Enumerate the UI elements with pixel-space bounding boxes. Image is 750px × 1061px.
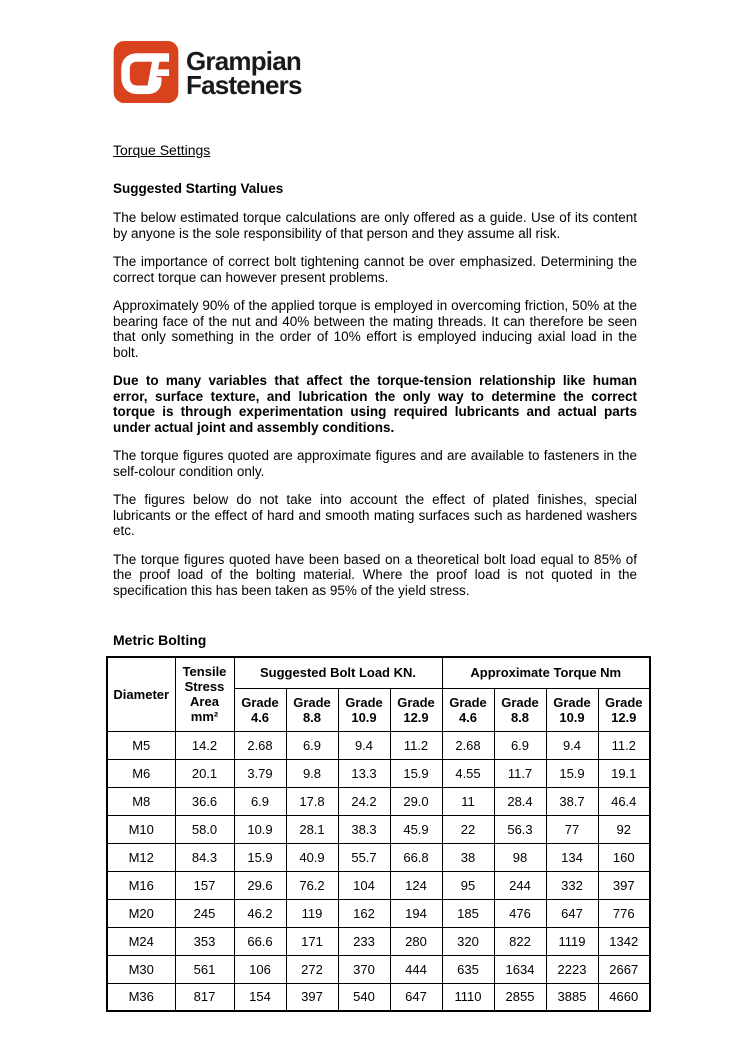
paragraph-importance: The importance of correct bolt tightening cannot be over emphasized. Determining the correct torque can however present problems. [113,254,637,285]
cell-torque-grade-4-6: 635 [442,955,494,983]
cell-torque-grade-12-9: 4660 [598,983,650,1011]
cell-torque-grade-12-9: 19.1 [598,759,650,787]
table-row [107,787,650,815]
cell-torque-grade-4-6: 2.68 [442,731,494,759]
header-suggested-bolt-load: Suggested Bolt Load KN. [234,657,442,688]
header-diameter: Diameter [107,657,175,731]
cell-diameter: M12 [107,843,175,871]
paragraph-proof-load: The torque figures quoted have been based on a theoretical bolt load equal to 85% of the proof load of the bolting material. Where the proof load is not quoted in the specification this has been taken as 95% of the yield stress. [113,551,637,598]
cell-bolt-load-grade-12-9: 45.9 [390,815,442,843]
paragraph-self-colour: The torque figures quoted are approximate figures and are available to fasteners in the self-colour condition only. [113,448,637,479]
cell-bolt-load-grade-10-9: 233 [338,927,390,955]
cell-torque-grade-10-9: 647 [546,899,598,927]
cell-bolt-load-grade-8-8: 397 [286,983,338,1011]
cell-bolt-load-grade-4-6: 46.2 [234,899,286,927]
cell-torque-grade-12-9: 92 [598,815,650,843]
cell-bolt-load-grade-10-9: 370 [338,955,390,983]
header-torque-grade-10-9: Grade 10.9 [546,688,598,731]
cell-bolt-load-grade-8-8: 17.8 [286,787,338,815]
cell-bolt-load-grade-4-6: 66.6 [234,927,286,955]
cell-bolt-load-grade-8-8: 40.9 [286,843,338,871]
cell-bolt-load-grade-8-8: 171 [286,927,338,955]
cell-bolt-load-grade-4-6: 106 [234,955,286,983]
paragraph-guide-disclaimer: The below estimated torque calculations are only offered as a guide. Use of its content by anyone is the sole responsibility of that person and they assume all risk. [113,210,637,241]
table-row [107,983,650,1011]
table-row [107,731,650,759]
cell-bolt-load-grade-4-6: 15.9 [234,843,286,871]
cell-torque-grade-10-9: 77 [546,815,598,843]
cell-torque-grade-10-9: 134 [546,843,598,871]
cell-torque-grade-4-6: 320 [442,927,494,955]
cell-bolt-load-grade-8-8: 28.1 [286,815,338,843]
cell-torque-grade-12-9: 397 [598,871,650,899]
cell-tensile-stress-area: 14.2 [175,731,234,759]
table-row [107,843,650,871]
table-row [107,955,650,983]
cell-bolt-load-grade-10-9: 162 [338,899,390,927]
cell-torque-grade-12-9: 776 [598,899,650,927]
cell-bolt-load-grade-10-9: 104 [338,871,390,899]
header-torque-grade-8-8: Grade 8.8 [494,688,546,731]
cell-bolt-load-grade-8-8: 119 [286,899,338,927]
cell-bolt-load-grade-12-9: 11.2 [390,731,442,759]
cell-diameter: M24 [107,927,175,955]
page-title: Torque Settings [113,142,211,158]
cell-diameter: M16 [107,871,175,899]
header-bolt-load-grade-12-9: Grade 12.9 [390,688,442,731]
cell-bolt-load-grade-10-9: 38.3 [338,815,390,843]
cell-bolt-load-grade-12-9: 194 [390,899,442,927]
cell-torque-grade-4-6: 185 [442,899,494,927]
cell-diameter: M36 [107,983,175,1011]
cell-bolt-load-grade-8-8: 9.8 [286,759,338,787]
cell-torque-grade-10-9: 1119 [546,927,598,955]
cell-torque-grade-8-8: 28.4 [494,787,546,815]
paragraph-plated-finishes: The figures below do not take into account the effect of plated finishes, special lubricants or the effect of hard and smooth mating surfaces such as hardened washers etc. [113,492,637,538]
cell-torque-grade-4-6: 95 [442,871,494,899]
cell-torque-grade-10-9: 3885 [546,983,598,1011]
cell-torque-grade-4-6: 22 [442,815,494,843]
paragraph-friction: Approximately 90% of the applied torque is employed in overcoming friction, 50% at the bearing face of the nut and 40% between the mating threads. It can therefore be seen that only something in the order of 10% effort is employed inducing axial load in the bolt. [113,298,637,360]
paragraph-variables-bold: Due to many variables that affect the torque-tension relationship like human error, surface texture, and lubrication the only way to determine the correct torque is through experimentation using required lubricants and actual parts under actual joint and assembly conditions. [113,373,637,435]
cell-bolt-load-grade-10-9: 13.3 [338,759,390,787]
cell-torque-grade-8-8: 244 [494,871,546,899]
cell-torque-grade-4-6: 38 [442,843,494,871]
cell-torque-grade-12-9: 1342 [598,927,650,955]
cell-diameter: M8 [107,787,175,815]
cell-tensile-stress-area: 353 [175,927,234,955]
cell-torque-grade-10-9: 15.9 [546,759,598,787]
cell-bolt-load-grade-12-9: 444 [390,955,442,983]
cell-tensile-stress-area: 245 [175,899,234,927]
cell-bolt-load-grade-12-9: 280 [390,927,442,955]
cell-bolt-load-grade-4-6: 154 [234,983,286,1011]
cell-torque-grade-8-8: 2855 [494,983,546,1011]
cell-bolt-load-grade-12-9: 66.8 [390,843,442,871]
header-torque-grade-12-9: Grade 12.9 [598,688,650,731]
cell-torque-grade-8-8: 11.7 [494,759,546,787]
cell-tensile-stress-area: 20.1 [175,759,234,787]
header-bolt-load-grade-4-6: Grade 4.6 [234,688,286,731]
header-tensile-stress-area: Tensile Stress Area mm² [175,657,234,731]
cell-diameter: M5 [107,731,175,759]
cell-torque-grade-8-8: 1634 [494,955,546,983]
cell-bolt-load-grade-8-8: 272 [286,955,338,983]
cell-bolt-load-grade-12-9: 124 [390,871,442,899]
cell-bolt-load-grade-10-9: 9.4 [338,731,390,759]
cell-torque-grade-8-8: 6.9 [494,731,546,759]
cell-torque-grade-10-9: 332 [546,871,598,899]
cell-bolt-load-grade-4-6: 6.9 [234,787,286,815]
cell-tensile-stress-area: 84.3 [175,843,234,871]
cell-torque-grade-12-9: 160 [598,843,650,871]
cell-torque-grade-10-9: 2223 [546,955,598,983]
header-bolt-load-grade-8-8: Grade 8.8 [286,688,338,731]
cell-bolt-load-grade-12-9: 29.0 [390,787,442,815]
cell-torque-grade-12-9: 11.2 [598,731,650,759]
cell-torque-grade-4-6: 1110 [442,983,494,1011]
cell-torque-grade-12-9: 2667 [598,955,650,983]
table-row [107,815,650,843]
cell-bolt-load-grade-10-9: 55.7 [338,843,390,871]
table-row [107,871,650,899]
cell-torque-grade-10-9: 9.4 [546,731,598,759]
brand-logo [113,40,637,104]
cell-tensile-stress-area: 157 [175,871,234,899]
cell-bolt-load-grade-4-6: 2.68 [234,731,286,759]
section-heading-metric-bolting: Metric Bolting [113,632,207,648]
header-bolt-load-grade-10-9: Grade 10.9 [338,688,390,731]
metric-bolting-table [106,656,651,1012]
brand-name-line1: Grampian [186,46,301,76]
table-row [107,759,650,787]
header-approximate-torque: Approximate Torque Nm [442,657,650,688]
cell-torque-grade-12-9: 46.4 [598,787,650,815]
cell-tensile-stress-area: 561 [175,955,234,983]
cell-torque-grade-8-8: 98 [494,843,546,871]
cell-bolt-load-grade-8-8: 76.2 [286,871,338,899]
cell-bolt-load-grade-10-9: 540 [338,983,390,1011]
cell-torque-grade-10-9: 38.7 [546,787,598,815]
table-row [107,927,650,955]
table-header-group-row [107,657,650,688]
cell-torque-grade-8-8: 476 [494,899,546,927]
cell-bolt-load-grade-12-9: 647 [390,983,442,1011]
gf-monogram-icon [113,40,179,104]
cell-bolt-load-grade-4-6: 10.9 [234,815,286,843]
cell-torque-grade-8-8: 822 [494,927,546,955]
cell-torque-grade-4-6: 4.55 [442,759,494,787]
cell-bolt-load-grade-4-6: 29.6 [234,871,286,899]
cell-bolt-load-grade-10-9: 24.2 [338,787,390,815]
page-subtitle: Suggested Starting Values [113,181,284,196]
cell-tensile-stress-area: 36.6 [175,787,234,815]
cell-torque-grade-8-8: 56.3 [494,815,546,843]
cell-diameter: M6 [107,759,175,787]
cell-diameter: M30 [107,955,175,983]
cell-bolt-load-grade-12-9: 15.9 [390,759,442,787]
cell-diameter: M10 [107,815,175,843]
header-torque-grade-4-6: Grade 4.6 [442,688,494,731]
cell-diameter: M20 [107,899,175,927]
cell-bolt-load-grade-8-8: 6.9 [286,731,338,759]
cell-bolt-load-grade-4-6: 3.79 [234,759,286,787]
cell-torque-grade-4-6: 11 [442,787,494,815]
brand-name [186,46,302,100]
cell-tensile-stress-area: 58.0 [175,815,234,843]
table-row [107,899,650,927]
brand-name-line2: Fasteners [186,70,302,100]
cell-tensile-stress-area: 817 [175,983,234,1011]
